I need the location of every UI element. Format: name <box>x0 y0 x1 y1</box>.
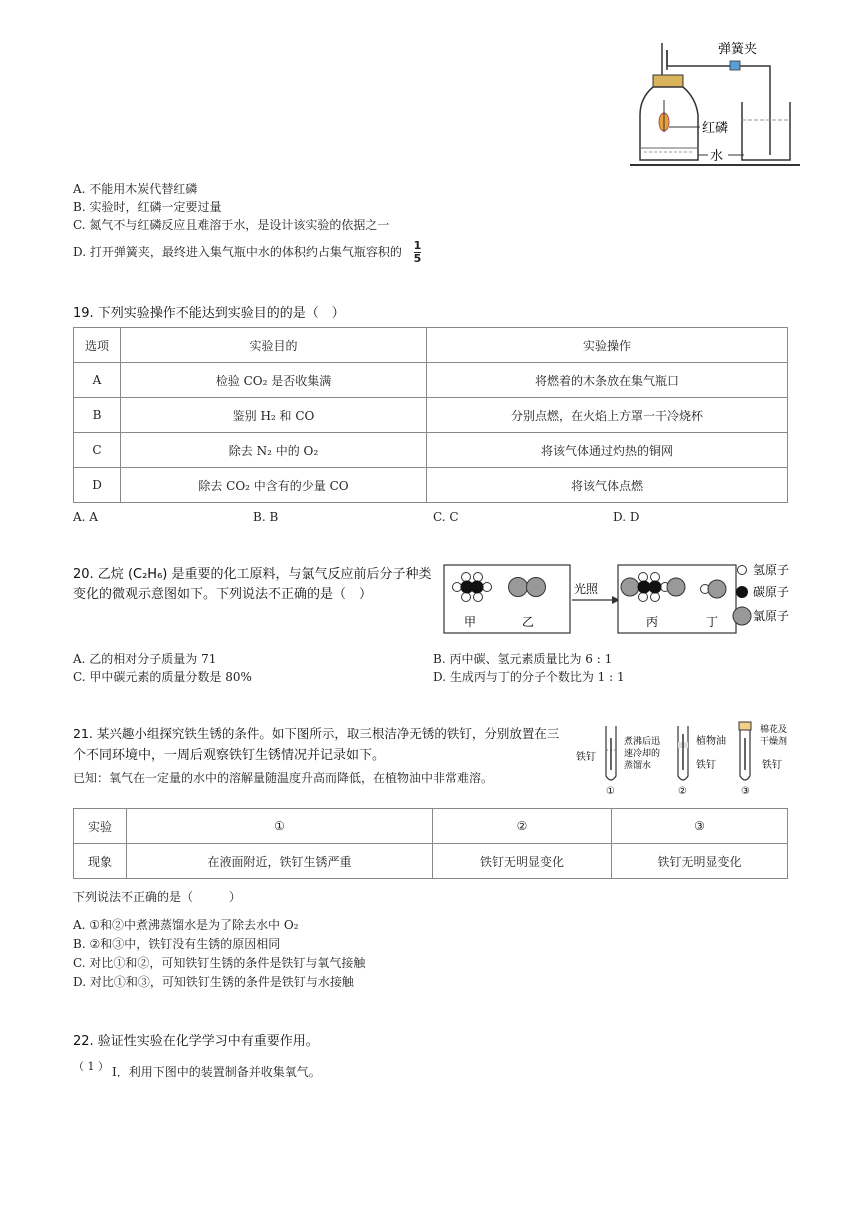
phosphorus-apparatus-figure <box>620 40 810 170</box>
label-yi: 乙 <box>522 615 535 629</box>
table-row <box>74 363 788 398</box>
table-cell: ① <box>127 809 433 844</box>
q21-title-line1: 21. 某兴趣小组探究铁生锈的条件。如下图所示，取三根洁净无锈的铁钉，分别放置在三 <box>73 726 560 741</box>
q19-answer-d: D. D <box>613 510 640 524</box>
q21-option-a: A. ①和②中煮沸蒸馏水是为了除去水中 O₂ <box>73 918 299 932</box>
q19-title: 19. 下列实验操作不能达到实验目的的是（ ） <box>73 306 345 321</box>
fig-oil-label: 植物油 <box>696 736 726 747</box>
table-cell: B <box>74 398 121 433</box>
table-row <box>74 398 788 433</box>
table-row <box>74 468 788 503</box>
q18-option-c: C. 氮气不与红磷反应且难溶于水，是设计该实验的依据之一 <box>73 218 390 232</box>
q21-prompt: 下列说法不正确的是（ ） <box>73 890 242 904</box>
label-jia: 甲 <box>464 615 477 629</box>
legend-hydrogen: 氢原子 <box>753 563 790 577</box>
q20-title-line1: 20. 乙烷 (C₂H₆) 是重要的化工原料，与氯气反应前后分子种类 <box>73 567 432 582</box>
fraction <box>414 240 422 265</box>
q20-option-d: D. 生成丙与丁的分子个数比为 1 : 1 <box>433 670 625 684</box>
q19-table <box>73 327 788 503</box>
table-header: 现象 <box>74 844 127 879</box>
fraction-numerator: 1 <box>413 239 422 252</box>
q19-answer-b: B. B <box>253 510 279 524</box>
phosphorus-label: 红磷 <box>702 121 729 136</box>
table-row <box>74 433 788 468</box>
q21-option-b: B. ②和③中，铁钉没有生锈的原因相同 <box>73 937 281 951</box>
table-cell: 鉴别 H₂ 和 CO <box>121 398 427 433</box>
table-cell: 在液面附近，铁钉生锈严重 <box>127 844 433 879</box>
arrow-label: 光照 <box>574 582 599 596</box>
table-cell: C <box>74 433 121 468</box>
fig-num-3: ③ <box>741 786 750 797</box>
q18-option-d <box>73 240 421 265</box>
q19-answer-c: C. C <box>433 510 459 524</box>
table-cell: 将该气体通过灼热的铜网 <box>427 433 788 468</box>
fig-boiled-label-3: 蒸馏水 <box>624 761 652 771</box>
q22-title: 22. 验证性实验在化学学习中有重要作用。 <box>73 1034 319 1049</box>
legend-chlorine: 氯原子 <box>753 609 790 623</box>
q22-sub: Ⅰ．利用下图中的装置制备并收集氧气。 <box>112 1065 321 1079</box>
table-header: 选项 <box>74 328 121 363</box>
q20-molecule-diagram <box>440 560 800 638</box>
q20-title-line2: 变化的微观示意图如下。下列说法不正确的是（ ） <box>73 587 373 602</box>
q21-table <box>73 808 788 879</box>
q20-option-a: A. 乙的相对分子质量为 71 <box>73 652 217 666</box>
q20-option-b: B. 丙中碳、氢元素质量比为 6 : 1 <box>433 652 613 666</box>
table-row <box>74 844 788 879</box>
q21-title-line2: 个不同环境中，一周后观察铁钉生锈情况并记录如下。 <box>73 748 386 763</box>
q20-option-c: C. 甲中碳元素的质量分数是 80% <box>73 670 252 684</box>
table-cell: 铁钉无明显变化 <box>433 844 612 879</box>
table-cell: 铁钉无明显变化 <box>612 844 788 879</box>
clamp-label: 弹簧夹 <box>718 42 758 57</box>
q19-answer-a: A. A <box>73 510 98 524</box>
table-cell: 分别点燃，在火焰上方罩一干冷烧杯 <box>427 398 788 433</box>
fig-boiled-label-2: 速冷却的 <box>624 749 661 759</box>
table-row <box>74 809 788 844</box>
table-cell: ③ <box>612 809 788 844</box>
table-cell: D <box>74 468 121 503</box>
table-cell: 将燃着的木条放在集气瓶口 <box>427 363 788 398</box>
legend-carbon: 碳原子 <box>753 585 790 599</box>
q21-option-c: C. 对比①和②，可知铁钉生锈的条件是铁钉与氧气接触 <box>73 956 366 970</box>
table-cell: 将该气体点燃 <box>427 468 788 503</box>
fig-nail-label-2: 铁钉 <box>696 760 716 771</box>
table-row <box>74 328 788 363</box>
fig-boiled-label: 煮沸后迅 <box>624 737 661 747</box>
q18-option-d-text: D. 打开弹簧夹，最终进入集气瓶中水的体积约占集气瓶容积的 <box>73 245 402 259</box>
fraction-denominator: 5 <box>413 252 422 265</box>
q21-nail-figure <box>574 720 804 800</box>
table-header: 实验目的 <box>121 328 427 363</box>
q18-option-b: B. 实验时，红磷一定要过量 <box>73 200 222 214</box>
fig-cotton-label-2: 干燥剂 <box>760 737 788 747</box>
table-header: 实验 <box>74 809 127 844</box>
label-bing: 丙 <box>646 615 659 629</box>
table-header: 实验操作 <box>427 328 788 363</box>
q22-part-label: （ 1 ） <box>73 1060 109 1073</box>
fig-num-2: ② <box>678 786 687 797</box>
q18-option-a: A. 不能用木炭代替红磷 <box>73 182 198 196</box>
fig-nail-label-3: 铁钉 <box>762 760 782 771</box>
q21-known: 已知：氧气在一定量的水中的溶解量随温度升高而降低，在植物油中非常难溶。 <box>73 771 494 785</box>
table-cell: 除去 CO₂ 中含有的少量 CO <box>121 468 427 503</box>
water-label: 水 <box>710 149 724 164</box>
table-cell: 检验 CO₂ 是否收集满 <box>121 363 427 398</box>
table-cell: 除去 N₂ 中的 O₂ <box>121 433 427 468</box>
q21-option-d: D. 对比①和③，可知铁钉生锈的条件是铁钉与水接触 <box>73 975 354 989</box>
fig-cotton-label: 棉花及 <box>760 725 788 735</box>
label-ding: 丁 <box>706 615 719 629</box>
table-cell: ② <box>433 809 612 844</box>
table-cell: A <box>74 363 121 398</box>
fig-num-1: ① <box>606 786 615 797</box>
fig-nail-label-1: 铁钉 <box>576 752 596 763</box>
